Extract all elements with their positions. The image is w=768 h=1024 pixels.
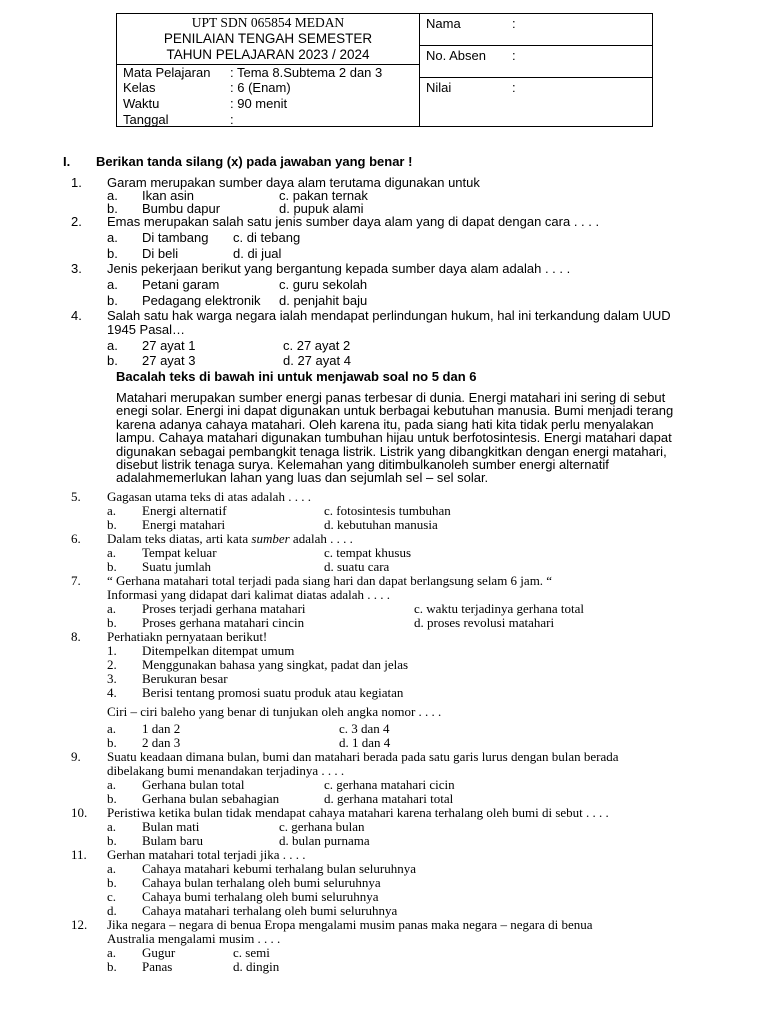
option-text: Panas	[142, 959, 173, 974]
reading-passage	[116, 391, 716, 485]
header-divider	[419, 14, 420, 126]
passage-line: digunakan sebagai pembangkit tenaga listrik. Listrik yang dibangkitkan dengan energi matahari,	[116, 443, 667, 459]
passage-line: Matahari merupakan sumber energi panas terbesar di dunia. Energi matahari ini sering di sebut	[116, 390, 666, 405]
question-text: “ Gerhana matahari total terjadi pada siang hari dan dapat berlangsung selam 6 jam. “	[107, 573, 553, 588]
header-rule	[419, 77, 652, 78]
option-letter: a.	[107, 545, 117, 560]
option-text: d. bulan purnama	[279, 833, 370, 848]
option-text: d. kebutuhan manusia	[324, 517, 438, 532]
option-letter: b.	[107, 201, 118, 216]
exam-title: PENILAIAN TENGAH SEMESTER	[163, 31, 373, 46]
option-text: Suatu jumlah	[142, 559, 211, 574]
option-letter: b.	[107, 791, 117, 806]
option-letter: a.	[107, 338, 118, 353]
option-text: 27 ayat 3	[142, 353, 196, 368]
passage-line: disebut listrik tenaga surya. Kelemahan yang ditimbulkanoleh sumber energi alternatif	[116, 457, 609, 473]
option-text: Cahaya matahari kebumi terhalang bulan seluruhnya	[142, 861, 416, 876]
option-text: c. di tebang	[233, 230, 301, 245]
option-letter: b.	[107, 559, 117, 574]
question-text: Ciri – ciri baleho yang benar di tunjukan oleh angka nomor . . . .	[107, 704, 442, 719]
item-text: Menggunakan bahasa yang singkat, padat dan jelas	[142, 657, 409, 672]
option-text: Pedagang elektronik	[142, 293, 261, 308]
option-letter: a.	[107, 945, 117, 960]
item-number: 2.	[107, 657, 117, 672]
question-number: 10.	[71, 805, 88, 820]
item-number: 3.	[107, 671, 117, 686]
option-letter: b.	[107, 833, 117, 848]
option-letter: a.	[107, 861, 117, 876]
field-value: : 6 (Enam)	[230, 80, 291, 95]
question-text: Peristiwa ketika bulan tidak mendapat cahaya matahari karena terhalang oleh bumi di sebut . . . .	[107, 805, 609, 820]
option-letter: a.	[107, 721, 117, 736]
option-text: c. 3 dan 4	[339, 721, 390, 736]
reading-title: Bacalah teks di bawah ini untuk menjawab soal no 5 dan 6	[116, 369, 477, 384]
field-value: : Tema 8.Subtema 2 dan 3	[230, 65, 383, 80]
option-text: Bulam baru	[142, 833, 204, 848]
option-text: c. fotosintesis tumbuhan	[324, 503, 451, 518]
absen-colon: :	[512, 48, 516, 63]
option-text: Proses terjadi gerhana matahari	[142, 601, 306, 616]
option-text: d. suatu cara	[324, 559, 390, 574]
option-text: c. semi	[233, 945, 270, 960]
option-text: c. 27 ayat 2	[283, 338, 351, 353]
option-letter: b.	[107, 517, 117, 532]
question-text: Informasi yang didapat dari kalimat diatas adalah . . . .	[107, 587, 391, 602]
option-text: c. guru sekolah	[279, 277, 368, 292]
option-text: Bumbu dapur	[142, 201, 221, 216]
question-text: Gagasan utama teks di atas adalah . . . .	[107, 489, 311, 504]
field-label: Tanggal	[123, 112, 169, 127]
option-letter: b.	[107, 246, 118, 261]
option-text: c. gerhana matahari cicin	[324, 777, 455, 792]
nilai-colon: :	[512, 80, 516, 95]
option-text: d. penjahit baju	[279, 293, 368, 308]
section-instruction: Berikan tanda silang (x) pada jawaban yang benar !	[96, 154, 413, 169]
item-text: Ditempelkan ditempat umum	[142, 643, 295, 658]
question-number: 11.	[71, 847, 87, 862]
option-letter: b.	[107, 959, 117, 974]
option-letter: a.	[107, 503, 117, 518]
question-number: 4.	[71, 308, 82, 323]
option-text: d. di jual	[233, 246, 282, 261]
question-text: Emas merupakan salah satu jenis sumber daya alam yang di dapat dengan cara . . . .	[107, 214, 600, 229]
name-label: Nama	[426, 16, 461, 31]
section-number: I.	[63, 154, 71, 169]
header-table	[116, 13, 653, 127]
passage-line: adalahmemerlukan lahan yang luas dan sejumlah sel – sel solar.	[116, 470, 489, 486]
option-text: d. 1 dan 4	[339, 735, 391, 750]
option-text: d. proses revolusi matahari	[414, 615, 555, 630]
option-text: d. dingin	[233, 959, 280, 974]
question-text: Garam merupakan sumber daya alam terutama digunakan untuk	[107, 175, 480, 190]
field-label: Waktu	[123, 96, 160, 111]
passage-line: enegi solar. Energi ini dapat digunakan untuk berbagai kebutuhan manusia. Bumi menjadi terang	[116, 403, 674, 419]
question-text: Australia mengalami musim . . . .	[107, 931, 281, 946]
item-number: 4.	[107, 685, 117, 700]
option-letter: b.	[107, 875, 117, 890]
option-text: Bulan mati	[142, 819, 200, 834]
option-text: Gerhana bulan sebahagian	[142, 791, 280, 806]
option-text: Tempat keluar	[142, 545, 217, 560]
option-text: Cahaya bumi terhalang oleh bumi seluruhnya	[142, 889, 379, 904]
name-colon: :	[512, 16, 516, 31]
option-text: d. gerhana matahari total	[324, 791, 454, 806]
field-label: Kelas	[123, 80, 156, 95]
option-text: 2 dan 3	[142, 735, 181, 750]
option-text: Proses gerhana matahari cincin	[142, 615, 305, 630]
option-letter: a.	[107, 230, 118, 245]
option-text: d. 27 ayat 4	[283, 353, 351, 368]
question-text-pre: Dalam teks diatas, arti kata	[107, 531, 252, 546]
item-number: 1.	[107, 643, 117, 658]
question-number: 8.	[71, 629, 81, 644]
option-letter: a.	[107, 188, 118, 203]
option-letter: a.	[107, 777, 117, 792]
question-number: 5.	[71, 489, 81, 504]
option-letter: b.	[107, 615, 117, 630]
question-number: 2.	[71, 214, 82, 229]
school-name: UPT SDN 065854 MEDAN	[191, 15, 345, 30]
option-text: c. tempat khusus	[324, 545, 412, 560]
question-text: 1945 Pasal…	[107, 322, 186, 337]
option-letter: b.	[107, 293, 118, 308]
question-text: Jika negara – negara di benua Eropa mengalami musim panas maka negara – negara di benua	[107, 917, 593, 932]
question-number: 9.	[71, 749, 81, 764]
option-text: Cahaya bulan terhalang oleh bumi seluruhnya	[142, 875, 381, 890]
question-number: 7.	[71, 573, 81, 588]
option-text: Gerhana bulan total	[142, 777, 245, 792]
question-number: 12.	[71, 917, 88, 932]
header-rule	[419, 45, 652, 46]
item-text: Berisi tentang promosi suatu produk atau kegiatan	[142, 685, 404, 700]
option-text: 27 ayat 1	[142, 338, 196, 353]
option-text: Gugur	[142, 945, 176, 960]
field-label: Mata Pelajaran	[123, 65, 211, 80]
question-number: 1.	[71, 175, 82, 190]
option-text: Petani garam	[142, 277, 220, 292]
nilai-label: Nilai	[426, 80, 452, 95]
question-text: dibelakang bumi menandakan terjadinya . . . .	[107, 763, 345, 778]
question-text: Suatu keadaan dimana bulan, bumi dan matahari berada pada satu garis lurus dengan bulan berada	[107, 749, 619, 764]
question-number: 6.	[71, 531, 81, 546]
option-text: c. waktu terjadinya gerhana total	[414, 601, 585, 616]
field-value: : 90 menit	[230, 96, 288, 111]
passage-line: lampu. Cahaya matahari digunakan tumbuhan hijau untuk berfotosintesis. Energi matahari dapat	[116, 430, 672, 446]
option-letter: c.	[107, 889, 117, 904]
question-text: Jenis pekerjaan berikut yang bergantung kepada sumber daya alam adalah . . . .	[107, 261, 571, 276]
passage-line: karena adanya cahaya matahari. Oleh karena itu, pada siang hati kita tidak perlu menyalakan	[116, 416, 654, 432]
question-text-post: adalah . . . .	[289, 531, 353, 546]
option-text: Energi alternatif	[142, 503, 227, 518]
question-number: 3.	[71, 261, 82, 276]
question-text: Salah satu hak warga negara ialah mendapat perlindungan hukum, hal ini terkandung dalam UUD	[107, 308, 671, 323]
option-letter: d.	[107, 903, 117, 918]
field-value: :	[230, 112, 234, 127]
absen-label: No. Absen	[426, 48, 486, 63]
school-year: TAHUN PELAJARAN 2023 / 2024	[166, 47, 370, 62]
option-letter: a.	[107, 819, 117, 834]
option-text: c. gerhana bulan	[279, 819, 365, 834]
option-text: Di tambang	[142, 230, 209, 245]
option-letter: b.	[107, 735, 117, 750]
option-text: Di beli	[142, 246, 179, 261]
question-text: Gerhan matahari total terjadi jika . . . .	[107, 847, 306, 862]
item-text: Berukuran besar	[142, 671, 228, 686]
option-text: c. pakan ternak	[279, 188, 368, 203]
option-letter: b.	[107, 353, 118, 368]
option-text: Ikan asin	[142, 188, 195, 203]
option-text: 1 dan 2	[142, 721, 181, 736]
question-text: Perhatiakn pernyataan berikut!	[107, 629, 268, 644]
option-text: d. pupuk alami	[279, 201, 364, 216]
option-letter: a.	[107, 601, 117, 616]
option-text: Energi matahari	[142, 517, 226, 532]
option-text: Cahaya matahari terhalang oleh bumi seluruhnya	[142, 903, 398, 918]
option-letter: a.	[107, 277, 118, 292]
question-keyword: sumber	[251, 531, 290, 546]
